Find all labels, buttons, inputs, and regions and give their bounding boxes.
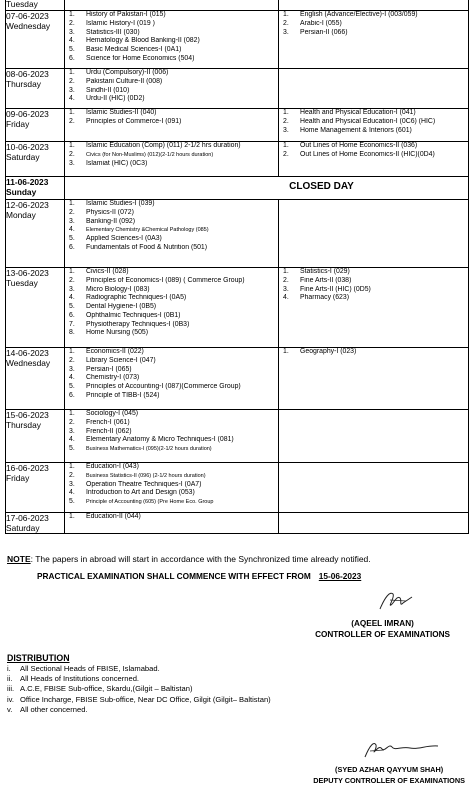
paper-number: 4.	[69, 294, 75, 302]
paper-item	[69, 428, 278, 437]
paper-number: 3.	[69, 86, 75, 94]
paper-list	[65, 348, 278, 401]
paper-item	[283, 286, 468, 295]
paper-title: Sociology-I (045)	[86, 410, 139, 417]
date-cell	[6, 200, 65, 268]
paper-title: Fine Arts-II (HIC) (0D5)	[300, 285, 371, 293]
paper-item	[69, 410, 278, 419]
paper-number: 1.	[69, 109, 75, 116]
paper-number: 8.	[69, 329, 75, 337]
paper-title: Statistics-III (030)	[86, 28, 140, 36]
paper-item	[69, 95, 278, 104]
paper-number: 4.	[69, 489, 75, 497]
paper-item	[69, 69, 278, 78]
closed-day-cell	[65, 177, 469, 200]
paper-item	[69, 20, 278, 29]
exam-day: Wednesday	[6, 358, 51, 368]
paper-item	[69, 55, 278, 64]
closed-day-label: CLOSED DAY	[289, 181, 354, 192]
paper-item	[69, 392, 278, 401]
paper-title: Principles of Commerce-I (091)	[86, 117, 182, 125]
paper-number: 2.	[69, 276, 75, 284]
paper-number: 6.	[69, 54, 75, 62]
paper-number: 4.	[69, 37, 75, 45]
paper-list	[279, 142, 468, 160]
paper-item	[69, 151, 278, 160]
paper-number: 2.	[283, 276, 289, 284]
exam-date: 13-06-2023	[6, 268, 49, 278]
paper-number: 4.	[69, 374, 75, 382]
paper-number: 3.	[283, 126, 289, 134]
paper-title: Urdu (Compulsory)-II (006)	[86, 69, 169, 76]
exam-date: 15-06-2023	[6, 410, 49, 420]
paper-title: Civics (for Non-Muslims) (012)(2-1/2 hours duration)	[86, 151, 214, 158]
paper-item	[283, 294, 468, 303]
paper-item	[69, 329, 278, 338]
paper-number: 6.	[69, 243, 75, 251]
paper-number: 1.	[69, 11, 75, 18]
paper-number: 2.	[283, 150, 289, 158]
paper-item	[283, 109, 468, 118]
practical-exam-notice	[37, 571, 361, 581]
paper-number: 1.	[69, 142, 75, 149]
paper-number: 1.	[69, 200, 75, 207]
exam-date: 08-06-2023	[6, 69, 49, 79]
paper-list	[65, 69, 278, 104]
paper-item	[283, 151, 468, 160]
paper-number: 3.	[69, 365, 75, 373]
paper-title: Out Lines of Home Economics-II (036)	[300, 142, 418, 149]
paper-number: 1.	[69, 513, 75, 520]
paper-item	[69, 286, 278, 295]
paper-title: Physiotherapy Techniques-I (0B3)	[86, 320, 190, 328]
date-cell	[6, 11, 65, 69]
paper-title: Applied Sciences-I (0A3)	[86, 235, 162, 242]
paper-title: Health and Physical Education-I (0C6) (HIC)	[300, 117, 436, 125]
paper-item	[283, 20, 468, 29]
paper-item	[283, 268, 468, 277]
paper-title: Sindhi-II (010)	[86, 86, 130, 94]
paper-title: Pakistani Culture-II (008)	[86, 77, 163, 85]
morning-papers-cell	[65, 142, 279, 177]
distribution-item	[7, 695, 271, 705]
exam-day: Saturday	[6, 152, 40, 162]
paper-number: 6.	[69, 391, 75, 399]
paper-number: 5.	[69, 303, 75, 310]
paper-item	[69, 348, 278, 357]
schedule-row	[6, 109, 469, 142]
paper-item	[69, 498, 278, 507]
distribution-item	[7, 664, 271, 674]
distribution-item	[7, 684, 271, 694]
distribution-item-text: Office Incharge, FBISE Sub-office, Near DC Office, Gilgit (Gilgit– Baltistan)	[20, 694, 271, 704]
practical-text: PRACTICAL EXAMINATION SHALL COMMENCE WITH EFFECT FROM	[37, 571, 311, 581]
schedule-row	[6, 0, 469, 11]
paper-number: 5.	[69, 383, 75, 390]
distribution-item-text: A.C.E, FBISE Sub-office, Skardu,(Gilgit – Baltistan)	[20, 684, 193, 694]
schedule-row	[6, 69, 469, 109]
paper-list	[65, 142, 278, 168]
paper-list	[65, 410, 278, 454]
paper-title: Civics-II (028)	[86, 268, 129, 275]
morning-papers-cell	[65, 463, 279, 513]
paper-item	[69, 366, 278, 375]
paper-item	[69, 513, 278, 522]
exam-date: 10-06-2023	[6, 142, 49, 152]
distribution-item	[7, 674, 271, 684]
paper-list	[279, 348, 468, 357]
date-cell	[6, 142, 65, 177]
distribution-item-number: iv.	[7, 694, 15, 704]
paper-number: 1.	[69, 268, 75, 275]
exam-date: 07-06-2023	[6, 11, 49, 21]
paper-item	[283, 277, 468, 286]
exam-schedule-body	[6, 0, 469, 534]
schedule-row	[6, 11, 469, 69]
paper-title: Dental Hygiene-I (0B5)	[86, 303, 157, 310]
paper-item	[69, 383, 278, 392]
exam-day: Saturday	[6, 523, 40, 533]
paper-title: Statistics-I (029)	[300, 268, 350, 275]
paper-title: Library Science-I (047)	[86, 356, 156, 364]
paper-number: 4.	[283, 294, 289, 302]
paper-title: Principles of Accounting-I (087)(Commerce Group)	[86, 383, 241, 390]
paper-title: Business Statistics-II (096) (2-1/2 hours duration)	[86, 472, 206, 479]
paper-item	[69, 481, 278, 490]
morning-papers-cell	[65, 11, 279, 69]
deputy-controller-signatory	[313, 765, 465, 786]
paper-number: 5.	[69, 445, 75, 452]
paper-number: 2.	[69, 418, 75, 426]
paper-number: 1.	[283, 142, 289, 149]
paper-number: 2.	[69, 150, 75, 158]
paper-title: French-II (062)	[86, 427, 132, 435]
paper-number: 5.	[69, 235, 75, 242]
paper-number: 2.	[283, 117, 289, 125]
paper-number: 4.	[69, 95, 75, 103]
paper-title: Economics-II (022)	[86, 348, 144, 355]
morning-papers-cell	[65, 410, 279, 463]
date-cell	[6, 513, 65, 534]
paper-number: 1.	[283, 11, 289, 18]
paper-item	[69, 277, 278, 286]
paper-title: Education-I (043)	[86, 463, 139, 470]
exam-date: 17-06-2023	[6, 513, 49, 523]
paper-title: Elementary Anatomy & Micro Techniques-I (081)	[86, 436, 234, 444]
paper-number: 1.	[69, 348, 75, 355]
paper-title: English (Advance/Elective)-I (003/059)	[300, 11, 418, 18]
distribution-item-number: ii.	[7, 674, 13, 684]
paper-number: 3.	[283, 285, 289, 293]
paper-number: 3.	[69, 480, 75, 488]
paper-number: 1.	[69, 463, 75, 470]
paper-item	[69, 200, 278, 209]
paper-title: Fine Arts-II (038)	[300, 276, 352, 284]
exam-day: Friday	[6, 473, 30, 483]
evening-papers-cell	[279, 0, 469, 11]
paper-list	[65, 109, 278, 127]
schedule-row	[6, 142, 469, 177]
controller-title: CONTROLLER OF EXAMINATIONS	[315, 630, 450, 639]
paper-title: Urdu-II (HIC) (0D2)	[86, 95, 145, 103]
paper-item	[69, 268, 278, 277]
paper-title: Education-II (044)	[86, 513, 141, 520]
paper-title: Radiographic Techniques-I (0A5)	[86, 294, 187, 302]
note-text: : The papers in abroad will start in accordance with the Synchronized time already notified.	[30, 554, 371, 564]
paper-item	[69, 436, 278, 445]
distribution-item	[7, 705, 271, 715]
paper-item	[69, 419, 278, 428]
paper-title: Introduction to Art and Design (053)	[86, 489, 195, 497]
note-label: NOTE	[7, 554, 31, 564]
paper-item	[69, 11, 278, 20]
paper-item	[69, 235, 278, 244]
morning-papers-cell	[65, 109, 279, 142]
paper-title: Persian-II (066)	[300, 28, 348, 36]
distribution-item-text: All Heads of Institutions concerned.	[20, 674, 140, 684]
paper-title: Ophthalmic Techniques-I (0B1)	[86, 311, 181, 319]
exam-date: 11-06-2023	[6, 177, 49, 187]
paper-number: 4.	[69, 436, 75, 444]
exam-day: Wednesday	[6, 21, 51, 31]
paper-number: 2.	[283, 19, 289, 27]
paper-item	[283, 127, 468, 136]
paper-item	[283, 142, 468, 151]
paper-number: 2.	[69, 471, 75, 479]
deputy-controller-name: (SYED AZHAR QAYYUM SHAH)	[335, 765, 444, 774]
paper-title: Islamiat (HIC) (0C3)	[86, 159, 148, 167]
paper-title: Out Lines of Home Economics-II (HIC)(0D4)	[300, 150, 435, 158]
paper-title: Pharmacy (623)	[300, 294, 350, 302]
paper-item	[69, 142, 278, 151]
date-cell	[6, 410, 65, 463]
paper-title: Hematology & Blood Banking-II (082)	[86, 37, 200, 45]
paper-item	[69, 357, 278, 366]
paper-number: 2.	[69, 77, 75, 85]
paper-title: Business Mathematics-I (095)(2-1/2 hours duration)	[86, 446, 212, 452]
paper-item	[69, 445, 278, 454]
paper-title: Health and Physical Education-I (041)	[300, 109, 416, 116]
paper-title: Persian-I (065)	[86, 365, 132, 373]
evening-papers-cell	[279, 268, 469, 348]
paper-item	[69, 109, 278, 118]
evening-papers-cell	[279, 348, 469, 410]
paper-item	[69, 160, 278, 169]
date-cell	[6, 109, 65, 142]
paper-number: 2.	[69, 356, 75, 364]
paper-item	[283, 348, 468, 357]
paper-item	[69, 87, 278, 96]
schedule-row	[6, 410, 469, 463]
paper-number: 5.	[69, 498, 75, 505]
evening-papers-cell	[279, 513, 469, 534]
exam-day: Tuesday	[6, 0, 38, 9]
schedule-row	[6, 268, 469, 348]
distribution-item-text: All Sectional Heads of FBISE, Islamabad.	[20, 664, 160, 673]
deputy-controller-signature	[362, 737, 442, 763]
schedule-row	[6, 463, 469, 513]
date-cell	[6, 177, 65, 200]
paper-title: Home Nursing (505)	[86, 329, 149, 337]
date-cell	[6, 463, 65, 513]
controller-signatory	[315, 618, 450, 640]
evening-papers-cell	[279, 69, 469, 109]
paper-title: Micro Biology-I (083)	[86, 285, 150, 293]
schedule-row	[6, 177, 469, 200]
paper-title: Principle of TIBB-I (524)	[86, 391, 160, 399]
morning-papers-cell	[65, 513, 279, 534]
schedule-row	[6, 513, 469, 534]
evening-papers-cell	[279, 200, 469, 268]
exam-day: Sunday	[6, 187, 37, 197]
schedule-row	[6, 348, 469, 410]
exam-date: 16-06-2023	[6, 463, 49, 473]
paper-item	[283, 29, 468, 38]
paper-title: Basic Medical Sciences-I (0A1)	[86, 46, 182, 53]
paper-title: History of Pakistan-I (015)	[86, 11, 166, 18]
paper-item	[283, 11, 468, 20]
paper-item	[69, 118, 278, 127]
paper-item	[69, 209, 278, 218]
paper-item	[69, 78, 278, 87]
exam-date: 12-06-2023	[6, 200, 49, 210]
paper-title: Operation Theatre Techniques-I (0A7)	[86, 480, 202, 488]
paper-number: 2.	[69, 19, 75, 27]
paper-title: Islamic Education (Comp) (011) 2-1/2 hrs duration)	[86, 142, 241, 149]
paper-title: Science for Home Economics (504)	[86, 54, 195, 62]
date-cell	[6, 0, 65, 11]
paper-title: Elementary Chemistry &Chemical Pathology (085)	[86, 227, 209, 234]
paper-title: Chemistry-I (073)	[86, 374, 140, 382]
paper-item	[69, 472, 278, 481]
note-line	[7, 554, 371, 564]
paper-list	[65, 11, 278, 64]
controller-name: (AQEEL IMRAN)	[351, 619, 414, 628]
paper-title: Principle of Accounting (605) (Pre Home Eco. Group	[86, 499, 214, 505]
paper-number: 3.	[69, 159, 75, 167]
paper-item	[69, 294, 278, 303]
morning-papers-cell	[65, 348, 279, 410]
distribution-item-number: v.	[7, 704, 13, 714]
date-cell	[6, 69, 65, 109]
distribution-item-number: iii.	[7, 684, 15, 694]
exam-day: Tuesday	[6, 278, 38, 288]
paper-list	[279, 268, 468, 303]
exam-date: 09-06-2023	[6, 109, 49, 119]
paper-item	[283, 118, 468, 127]
paper-number: 3.	[69, 28, 75, 36]
paper-item	[69, 463, 278, 472]
morning-papers-cell	[65, 200, 279, 268]
evening-papers-cell	[279, 11, 469, 69]
paper-title: Islamic Studies-II (040)	[86, 109, 157, 116]
paper-title: Islamic Studies-I (039)	[86, 200, 155, 207]
paper-number: 3.	[69, 217, 75, 225]
paper-title: Physics-II (072)	[86, 208, 134, 216]
exam-day: Friday	[6, 119, 30, 129]
evening-papers-cell	[279, 109, 469, 142]
paper-title: Banking-II (092)	[86, 217, 136, 225]
paper-list	[65, 513, 278, 522]
evening-papers-cell	[279, 142, 469, 177]
paper-item	[69, 312, 278, 321]
exam-day: Monday	[6, 210, 36, 220]
distribution-item-text: All other concerned.	[20, 704, 88, 714]
paper-list	[279, 109, 468, 135]
date-cell	[6, 268, 65, 348]
paper-list	[279, 11, 468, 37]
practical-date: 15-06-2023	[318, 571, 362, 581]
paper-item	[69, 374, 278, 383]
exam-day: Thursday	[6, 79, 41, 89]
paper-item	[69, 226, 278, 235]
paper-list	[65, 463, 278, 507]
paper-number: 1.	[69, 69, 75, 76]
morning-papers-cell	[65, 268, 279, 348]
paper-number: 2.	[69, 208, 75, 216]
paper-item	[69, 244, 278, 253]
distribution-list	[7, 664, 271, 715]
paper-item	[69, 489, 278, 498]
paper-title: Arabic-I (055)	[300, 19, 342, 27]
paper-number: 5.	[69, 46, 75, 53]
schedule-row	[6, 200, 469, 268]
controller-signature	[376, 585, 416, 615]
paper-number: 3.	[69, 285, 75, 293]
paper-item	[69, 37, 278, 46]
paper-number: 4.	[69, 226, 75, 234]
morning-papers-cell	[65, 69, 279, 109]
exam-schedule-table	[5, 0, 469, 534]
paper-number: 1.	[283, 348, 289, 355]
paper-number: 3.	[283, 28, 289, 36]
paper-title: Fundamentals of Food & Nutrition (501)	[86, 243, 208, 251]
paper-title: Home Management & Interiors (601)	[300, 126, 412, 134]
exam-date: 14-06-2023	[6, 348, 49, 358]
evening-papers-cell	[279, 410, 469, 463]
paper-item	[69, 303, 278, 312]
paper-number: 1.	[283, 109, 289, 116]
paper-item	[69, 321, 278, 330]
paper-number: 3.	[69, 427, 75, 435]
date-cell	[6, 348, 65, 410]
paper-item	[69, 46, 278, 55]
paper-item	[69, 218, 278, 227]
morning-papers-cell	[65, 0, 279, 11]
distribution-heading: DISTRIBUTION	[7, 653, 70, 663]
evening-papers-cell	[279, 463, 469, 513]
paper-number: 7.	[69, 320, 75, 328]
paper-number: 2.	[69, 117, 75, 125]
distribution-item-number: i.	[7, 664, 11, 673]
paper-item	[69, 29, 278, 38]
paper-title: Principles of Economics-I (089) ( Commerce Group)	[86, 276, 245, 284]
paper-list	[65, 200, 278, 253]
paper-number: 1.	[69, 410, 75, 417]
paper-title: Geography-I (023)	[300, 348, 357, 355]
paper-title: French-I (061)	[86, 418, 130, 426]
exam-day: Thursday	[6, 420, 41, 430]
paper-title: Islamic History-I (019 )	[86, 19, 155, 27]
paper-list	[65, 268, 278, 338]
paper-number: 1.	[283, 268, 289, 275]
deputy-controller-title: DEPUTY CONTROLLER OF EXAMINATIONS	[313, 775, 465, 785]
paper-number: 6.	[69, 311, 75, 319]
